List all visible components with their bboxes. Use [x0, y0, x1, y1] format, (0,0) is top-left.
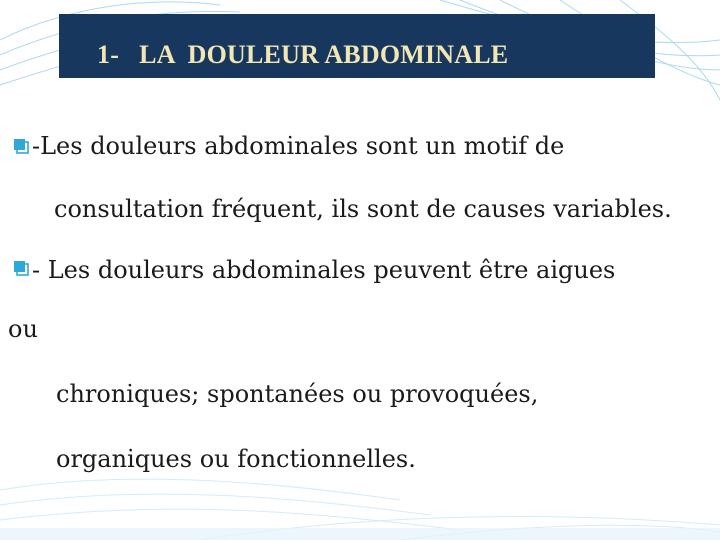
bullet-1-line-2: consultation fréquent, ils sont de causes variables.: [54, 195, 672, 223]
bullet-2-line-4: organiques ou fonctionnelles.: [56, 445, 416, 473]
slide-title: 1- LA DOULEUR ABDOMINALE: [97, 40, 509, 69]
title-banner: [59, 14, 655, 78]
checkbox-bullet-icon: [13, 138, 29, 154]
checkbox-bullet-icon: [13, 260, 29, 276]
bullet-2-line-2: ou: [8, 315, 38, 343]
bullet-1-line-1: -Les douleurs abdominales sont un motif de: [32, 132, 565, 160]
bullet-2-line-3: chroniques; spontanées ou provoquées,: [56, 380, 539, 408]
bullet-2-line-1: - Les douleurs abdominales peuvent être aigues: [32, 256, 616, 284]
